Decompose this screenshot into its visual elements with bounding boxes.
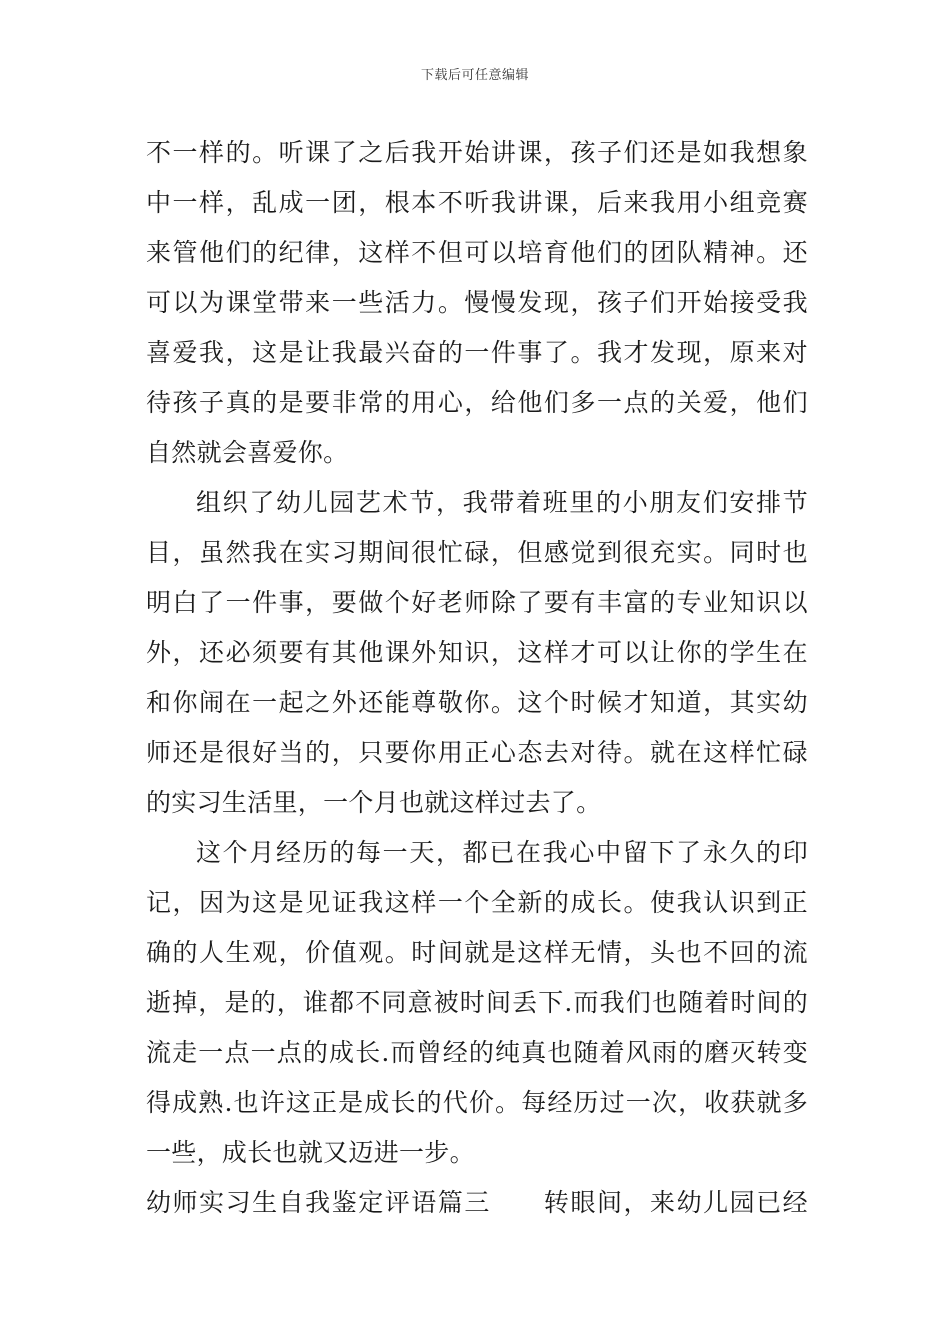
text-line: 记，因为这是见证我这样一个全新的成长。使我认识到正 (146, 888, 808, 917)
text-line: 师还是很好当的，只要你用正心态去对待。就在这样忙碌 (146, 738, 808, 767)
text-line: 来管他们的纪律，这样不但可以培育他们的团队精神。还 (146, 238, 808, 267)
text-line: 目，虽然我在实习期间很忙碌，但感觉到很充实。同时也 (146, 538, 808, 567)
text-line: 中一样，乱成一团，根本不听我讲课，后来我用小组竞赛 (146, 188, 808, 217)
text-line: 的实习生活里，一个月也就这样过去了。 (146, 788, 602, 817)
text-line: 这个月经历的每一天，都已在我心中留下了永久的印 (196, 838, 808, 867)
text-line: 自然就会喜爱你。 (146, 438, 349, 467)
text-line: 不一样的。听课了之后我开始讲课，孩子们还是如我想象 (146, 138, 808, 167)
text-line: 一些，成长也就又迈进一步。 (146, 1138, 475, 1167)
text-line: 确的人生观，价值观。时间就是这样无情，头也不回的流 (146, 938, 808, 967)
text-line: 和你闹在一起之外还能尊敬你。这个时候才知道，其实幼 (146, 688, 808, 717)
text-line: 得成熟.也许这正是成长的代价。每经历过一次，收获就多 (146, 1088, 808, 1117)
document-body (146, 128, 808, 1228)
text-line: 流走一点一点的成长.而曾经的纯真也随着风雨的磨灭转变 (146, 1038, 808, 1067)
text-line: 幼师实习生自我鉴定评语篇三 转眼间，来幼儿园已经 (146, 1188, 808, 1217)
text-line: 喜爱我，这是让我最兴奋的一件事了。我才发现，原来对 (146, 338, 808, 367)
text-line: 外，还必须要有其他课外知识，这样才可以让你的学生在 (146, 638, 808, 667)
page-header: 下载后可任意编辑 (420, 68, 529, 83)
text-line: 可以为课堂带来一些活力。慢慢发现，孩子们开始接受我 (146, 288, 808, 317)
text-line: 待孩子真的是要非常的用心，给他们多一点的关爱，他们 (146, 388, 808, 417)
text-line: 明白了一件事，要做个好老师除了要有丰富的专业知识以 (146, 588, 808, 617)
text-line: 组织了幼儿园艺术节，我带着班里的小朋友们安排节 (196, 488, 808, 517)
text-line: 逝掉，是的，谁都不同意被时间丢下.而我们也随着时间的 (146, 988, 808, 1017)
